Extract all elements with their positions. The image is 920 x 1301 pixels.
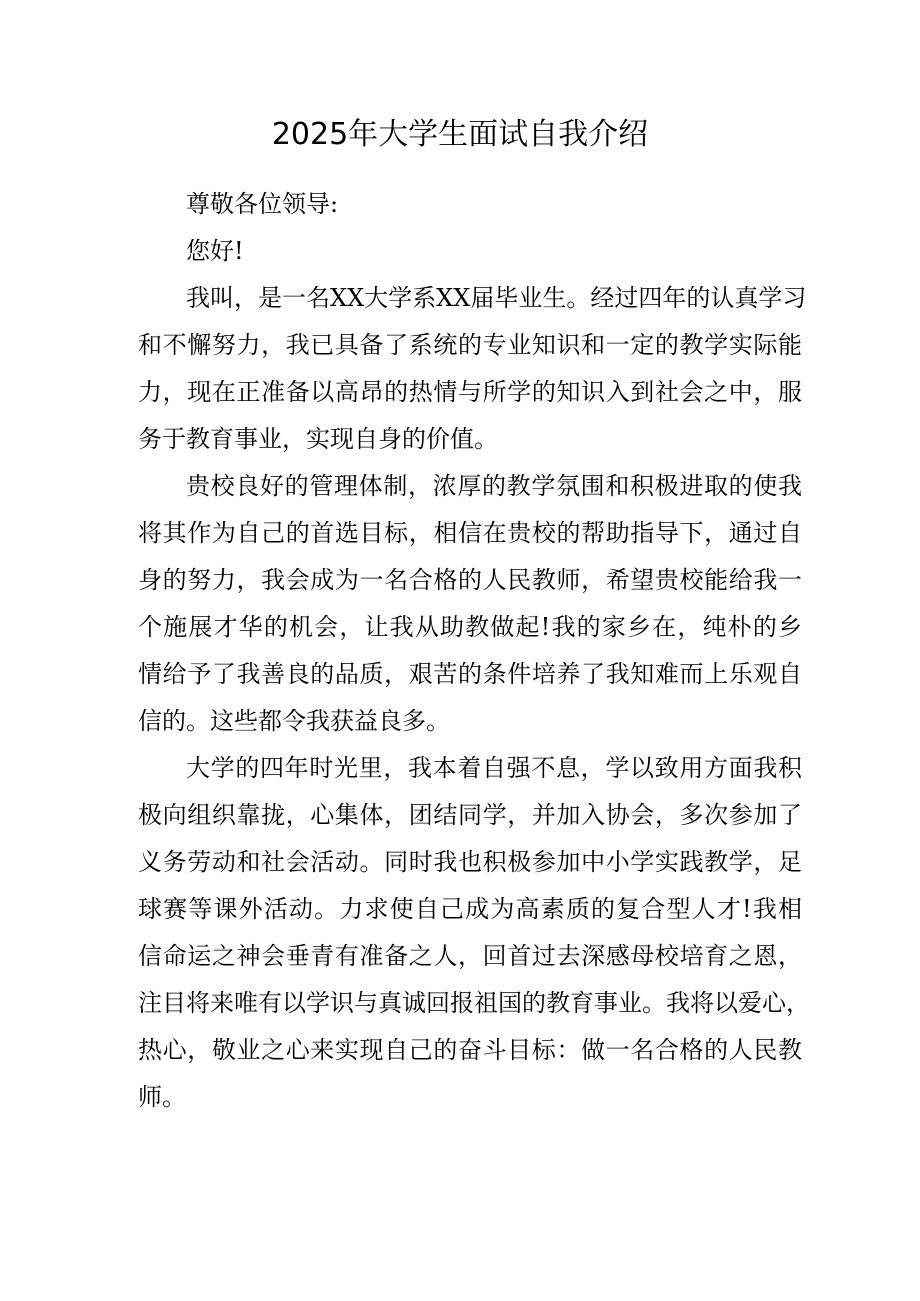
paragraph-3-line-4: 球赛等课外活动。力求使自己成为高素质的复合型人才!我相 — [138, 895, 802, 923]
paragraph-1 — [138, 275, 807, 463]
paragraph-1-line-4: 务于教育事业，实现自身的价值。 — [138, 425, 498, 453]
salutation: 尊敬各位领导: — [186, 190, 339, 218]
paragraph-3-line-7: 热心，敬业之心来实现自己的奋斗目标：做一名合格的人民教 — [138, 1036, 802, 1064]
paragraph-2-line-1: 贵校良好的管理体制，浓厚的教学氛围和积极进取的使我 — [186, 472, 802, 500]
paragraph-1-line-2: 和不懈努力，我已具备了系统的专业知识和一定的教学实际能 — [138, 331, 802, 359]
paragraph-3-line-3: 义务劳动和社会活动。同时我也积极参加中小学实践教学，足 — [138, 848, 802, 876]
paragraph-1-line-1: 我叫，是一名XX大学系XX届毕业生。经过四年的认真学习 — [186, 284, 807, 312]
paragraph-3-line-8: 师。 — [138, 1083, 186, 1111]
paragraph-3-line-6: 注目将来唯有以学识与真诚回报祖国的教育事业。我将以爱心， — [138, 989, 810, 1017]
paragraph-1-line-3: 力，现在正准备以高昂的热情与所学的知识入到社会之中，服 — [138, 378, 802, 406]
paragraph-3-line-2: 极向组织靠拢，心集体，团结同学，并加入协会，多次参加了 — [138, 801, 802, 829]
paragraph-2-line-3: 身的努力，我会成为一名合格的人民教师，希望贵校能给我一 — [138, 566, 802, 594]
paragraph-2-line-5: 情给予了我善良的品质，艰苦的条件培养了我知难而上乐观自 — [138, 660, 802, 688]
paragraph-2-line-4: 个施展才华的机会，让我从助教做起!我的家乡在，纯朴的乡 — [138, 613, 802, 641]
document-body — [138, 181, 810, 1121]
greeting: 您好! — [186, 237, 244, 265]
paragraph-2-line-6: 信的。这些都令我获益良多。 — [138, 707, 450, 735]
document-title: 2025年大学生面试自我介绍 — [271, 117, 649, 152]
paragraph-3 — [138, 745, 810, 1121]
paragraph-2-line-2: 将其作为自己的首选目标，相信在贵校的帮助指导下，通过自 — [138, 519, 802, 547]
paragraph-2 — [138, 463, 802, 745]
paragraph-3-line-5: 信命运之神会垂青有准备之人，回首过去深感母校培育之恩， — [138, 942, 802, 970]
paragraph-3-line-1: 大学的四年时光里，我本着自强不息，学以致用方面我积 — [186, 754, 802, 782]
